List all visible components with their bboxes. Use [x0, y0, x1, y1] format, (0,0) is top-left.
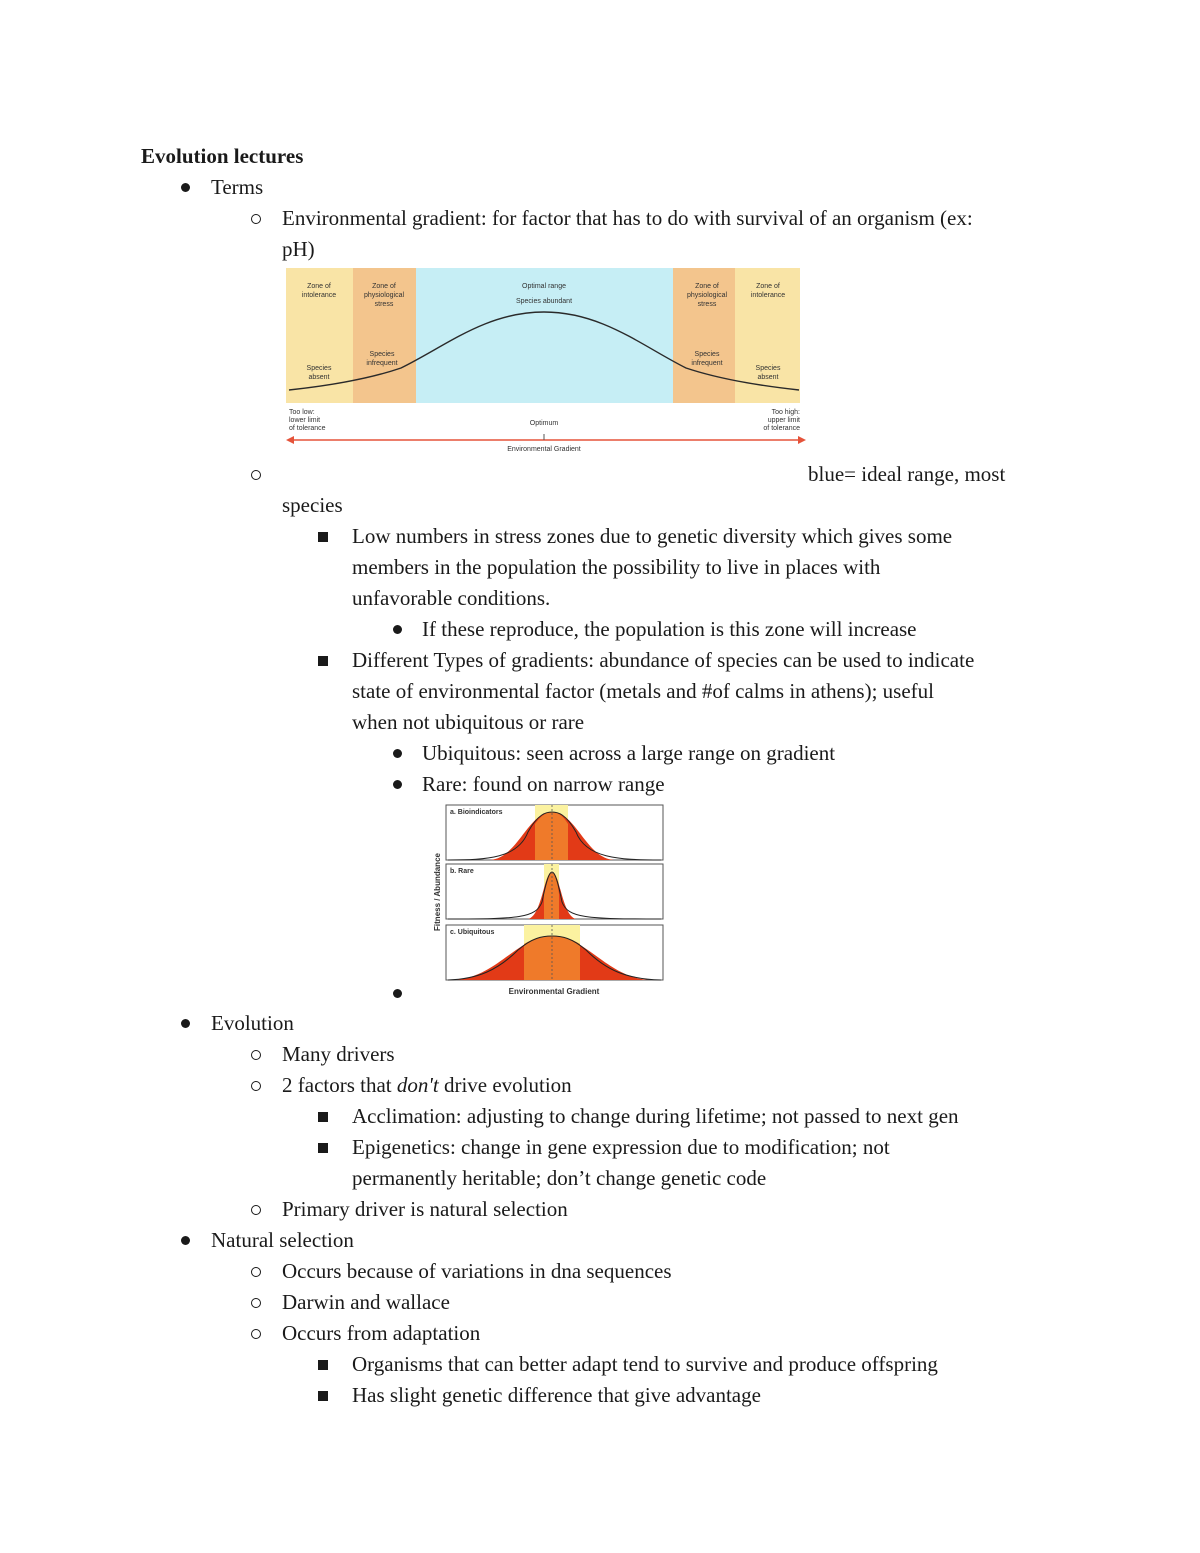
line-slight-difference: Has slight genetic difference that give advantage — [352, 1383, 761, 1407]
bullet-circle — [251, 1205, 261, 1215]
two-factors-pre: 2 factors that — [282, 1073, 397, 1097]
bullet-square — [318, 1143, 328, 1153]
gradient-arrow-right-head — [798, 436, 806, 444]
bullet-circle — [251, 1267, 261, 1277]
line-env-gradient-cont: pH) — [282, 237, 315, 261]
bullet-disc — [181, 1019, 190, 1028]
bullet-square — [318, 1391, 328, 1401]
line-organisms-adapt: Organisms that can better adapt tend to survive and produce offspring — [352, 1352, 938, 1376]
line-low-numbers: Low numbers in stress zones due to genetic diversity which gives some — [352, 524, 953, 548]
label-zone-stress-left: Zone of physiological stress — [363, 283, 405, 308]
line-gradient-types-2: state of environmental factor (metals and #of calms in athens); useful — [352, 679, 934, 703]
line-gradient-types: Different Types of gradients: abundance of species can be used to indicate — [352, 648, 975, 672]
bullet-disc — [181, 1236, 190, 1245]
label-zone-intolerance-right: Zone of intolerance — [750, 283, 786, 299]
line-occurs-adaptation: Occurs from adaptation — [282, 1321, 481, 1345]
line-many-drivers: Many drivers — [282, 1042, 395, 1066]
label-species-absent-left: Species absent — [306, 365, 332, 381]
bullet-square — [318, 1112, 328, 1122]
panel-c-label: c. Ubiquitous — [450, 929, 495, 936]
bullet-square — [318, 1360, 328, 1370]
y-axis-label: Fitness / Abundance — [433, 853, 442, 931]
line-rare: Rare: found on narrow range — [422, 772, 665, 796]
bullet-circle — [251, 1298, 261, 1308]
bullet-disc — [393, 625, 402, 634]
panel-rare — [446, 864, 663, 919]
line-evolution: Evolution — [211, 1011, 294, 1035]
bullet-circle — [251, 1329, 261, 1339]
label-species-infrequent-right: Species infrequent — [691, 351, 723, 367]
bullet-square — [318, 532, 328, 542]
label-too-high: Too high: upper limit of tolerance — [763, 409, 800, 432]
line-darwin-wallace: Darwin and wallace — [282, 1290, 450, 1314]
bullet-square — [318, 656, 328, 666]
line-gradient-types-3: when not ubiquitous or rare — [352, 710, 585, 734]
label-optimum: Optimum — [529, 420, 559, 427]
label-zone-intolerance-left: Zone of intolerance — [301, 283, 337, 299]
tolerance-curve-figure — [286, 268, 808, 456]
panel-bioindicators — [446, 805, 663, 860]
two-factors-emphasis: don't — [396, 1073, 439, 1097]
bullet-circle — [251, 1081, 261, 1091]
bullet-circle — [251, 470, 261, 480]
gradient-arrow-left-head — [286, 436, 294, 444]
line-blue-ideal-cont: species — [282, 493, 343, 517]
line-acclimation: Acclimation: adjusting to change during lifetime; not passed to next gen — [352, 1104, 959, 1128]
two-factors-post: drive evolution — [438, 1073, 572, 1097]
x-axis-label: Environmental Gradient — [508, 987, 600, 996]
label-species-infrequent-left: Species infrequent — [366, 351, 398, 367]
document-title: Evolution lectures — [141, 144, 304, 168]
panel-b-label: b. Rare — [450, 868, 474, 875]
line-primary-driver: Primary driver is natural selection — [282, 1197, 568, 1221]
line-blue-ideal: blue= ideal range, most — [808, 462, 1006, 486]
label-species-absent-right: Species absent — [755, 365, 781, 381]
panel-a-label: a. Bioindicators — [450, 809, 503, 816]
line-reproduce: If these reproduce, the population is this zone will increase — [422, 617, 917, 641]
curve-inner-a — [535, 812, 568, 860]
bullet-circle — [251, 214, 261, 224]
bullet-disc — [181, 183, 190, 192]
bullet-disc — [393, 780, 402, 789]
bullet-disc — [393, 749, 402, 758]
line-natural-selection: Natural selection — [211, 1228, 354, 1252]
line-terms: Terms — [211, 175, 264, 199]
label-axis-environmental-gradient: Environmental Gradient — [507, 446, 581, 453]
line-occurs-variations: Occurs because of variations in dna sequences — [282, 1259, 672, 1283]
line-two-factors — [282, 1070, 572, 1101]
label-zone-stress-right: Zone of physiological stress — [686, 283, 728, 308]
label-optimal-range: Optimal range Species abundant — [515, 283, 573, 305]
line-epigenetics: Epigenetics: change in gene expression due to modification; not — [352, 1135, 890, 1159]
line-low-numbers-3: unfavorable conditions. — [352, 586, 551, 610]
bullet-disc — [393, 989, 402, 998]
line-env-gradient: Environmental gradient: for factor that has to do with survival of an organism (ex: — [282, 206, 973, 230]
line-ubiquitous: Ubiquitous: seen across a large range on gradient — [422, 741, 836, 765]
label-too-low: Too low: lower limit of tolerance — [289, 409, 326, 432]
panel-ubiquitous — [446, 925, 663, 980]
line-low-numbers-2: members in the population the possibility to live in places with — [352, 555, 881, 579]
bioindicator-figure — [428, 802, 666, 1000]
bullet-circle — [251, 1050, 261, 1060]
line-epigenetics-cont: permanently heritable; don’t change genetic code — [352, 1166, 767, 1190]
